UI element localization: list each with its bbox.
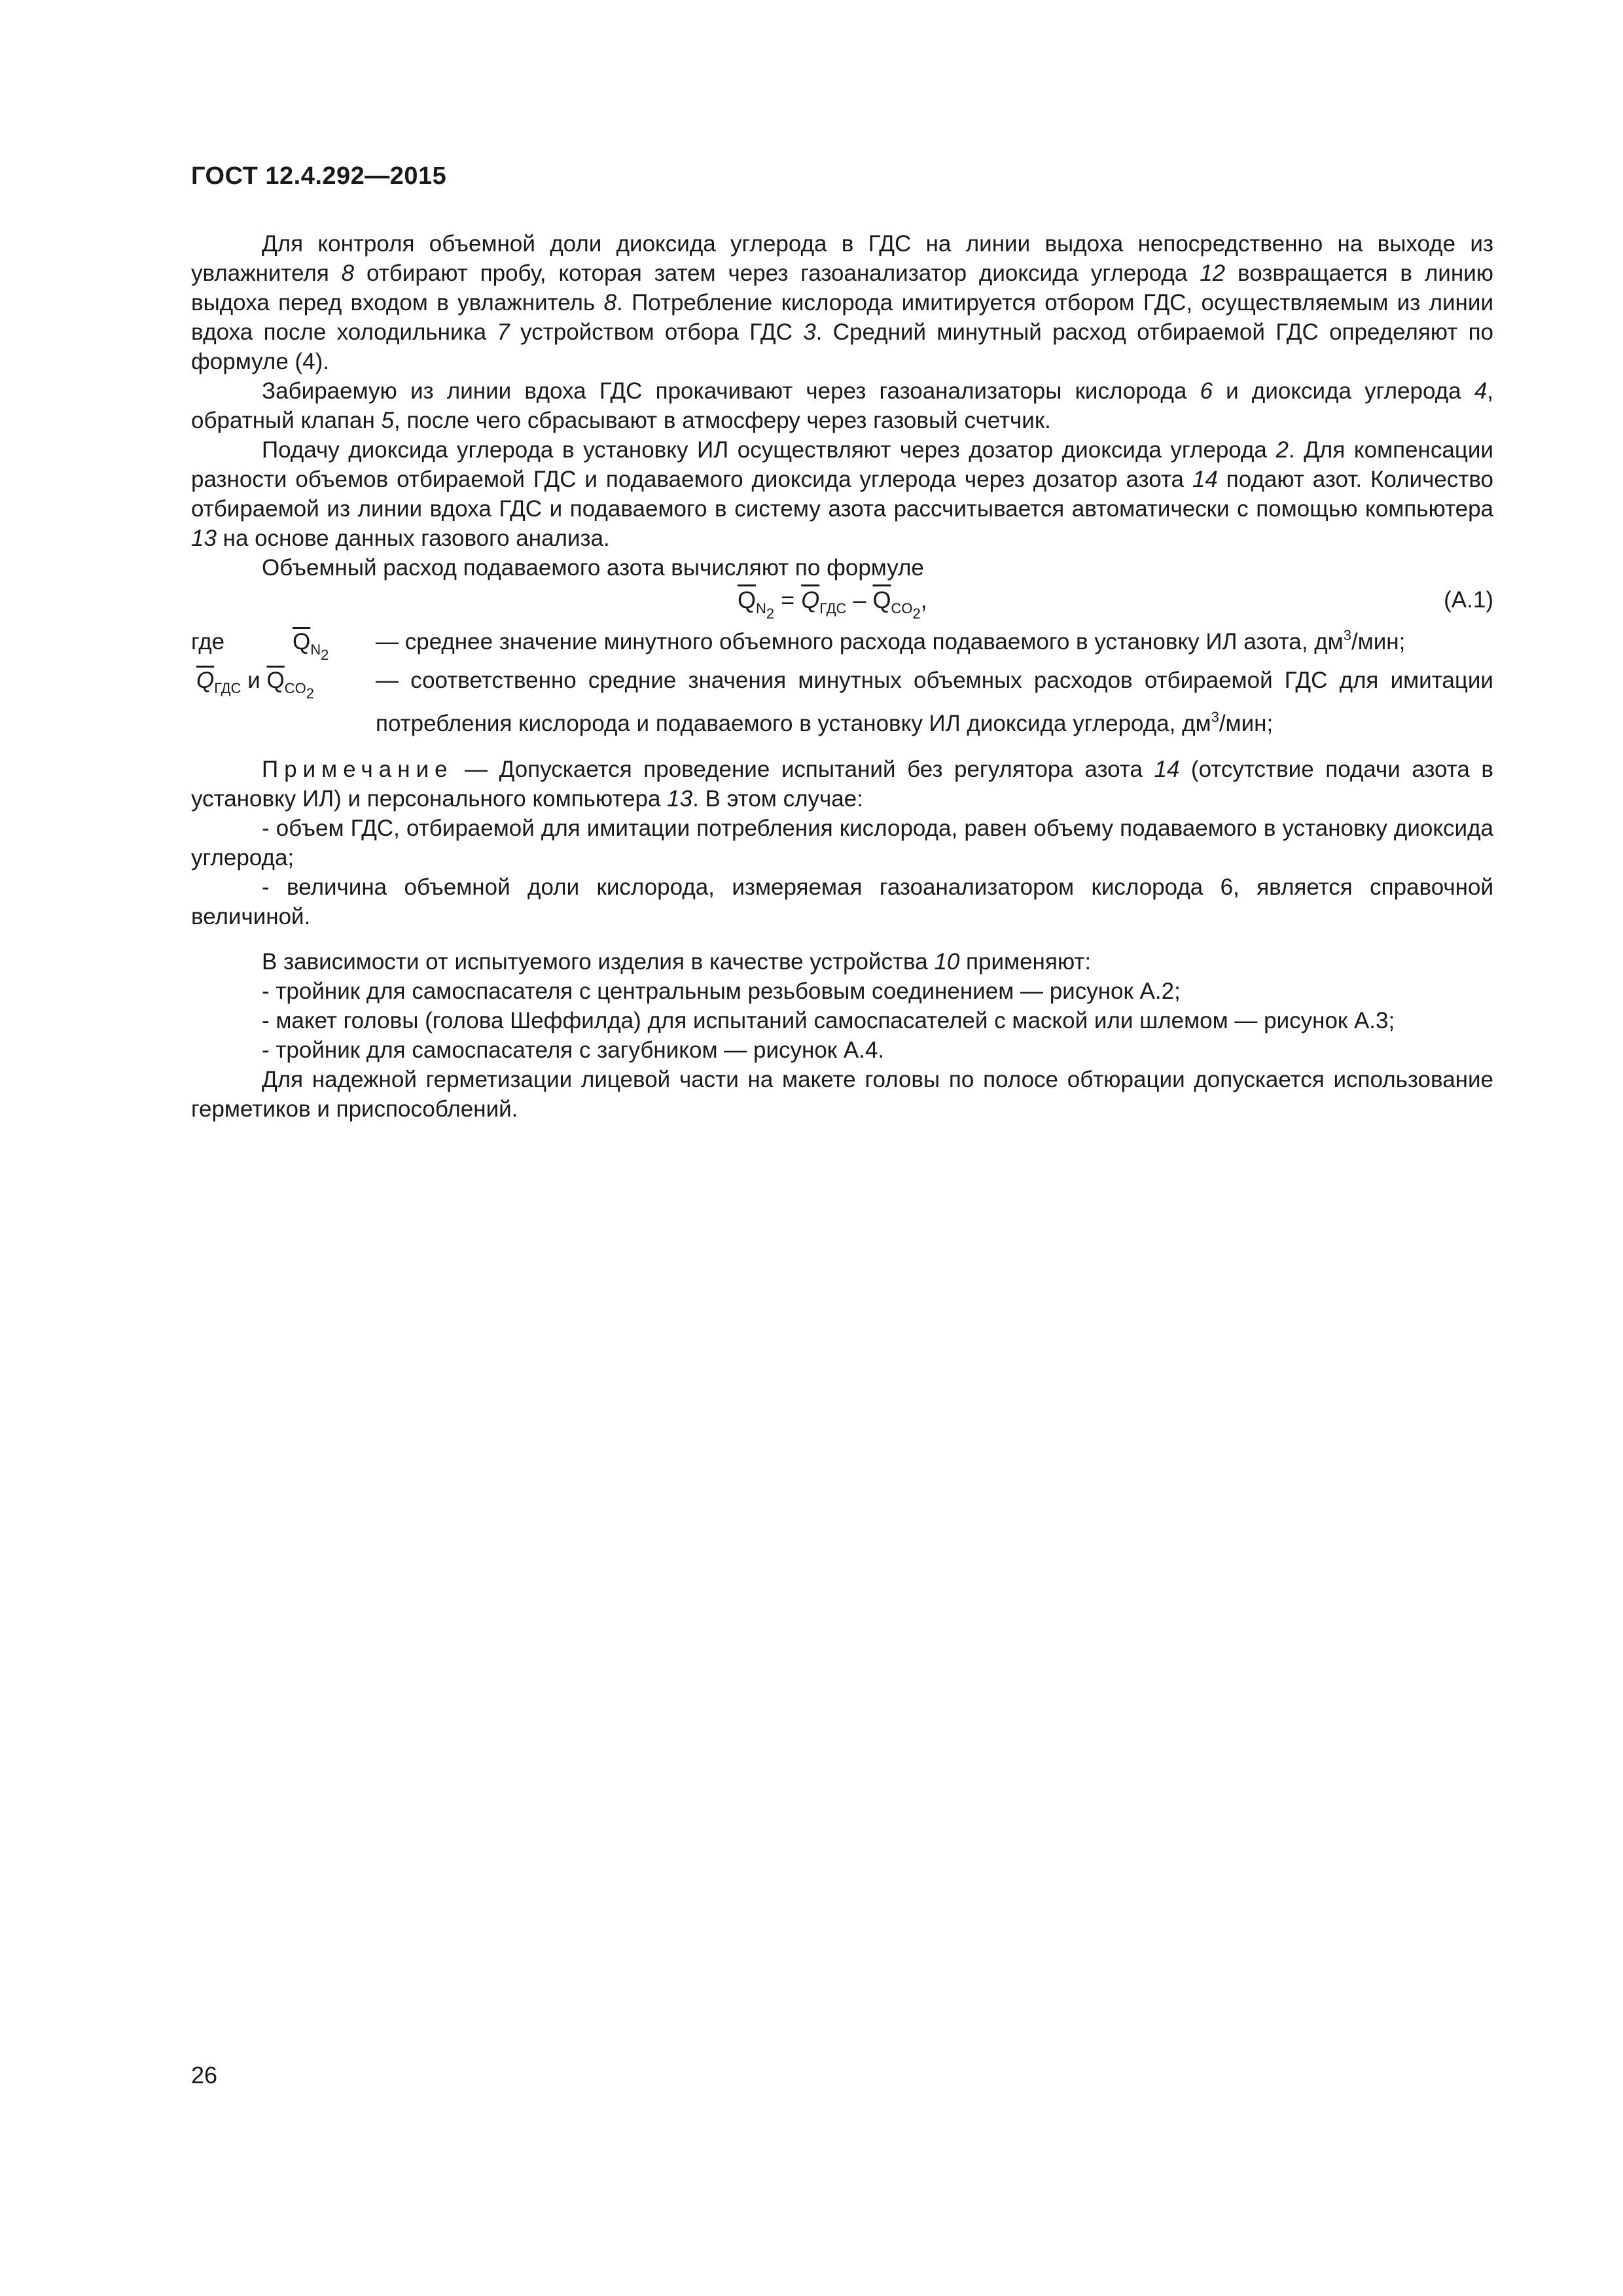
formula-subscript <box>756 600 775 622</box>
devices-intro <box>191 947 1493 977</box>
formula-subscript <box>891 600 921 622</box>
devices-item-3: - тройник для самоспасателя с загубником — рисунок А.4. <box>262 1037 885 1063</box>
formula-a1 <box>191 584 1493 620</box>
paragraph-3-text: 14 <box>1192 467 1218 492</box>
paragraph-2-text: Забираемую из линии вдоха ГДС прокачивают через газоанализаторы кислорода <box>262 378 1200 404</box>
note-text: — Допускается проведение испытаний без регулятора азота <box>453 757 1154 782</box>
definition-text: /мин; <box>1219 711 1274 736</box>
paragraph-2-text: , обратный клапан <box>191 378 1494 433</box>
paragraph-3-text: Подачу диоксида углерода в установку ИЛ осуществляют через дозатор диоксида углерода <box>262 437 1276 463</box>
formula-symbol: $\overline{Q}$ <box>738 586 757 613</box>
paragraph-1-text: возвращается в линию выдоха перед входом в увлажнитель <box>191 260 1493 315</box>
note-text: . В этом случае: <box>692 786 863 812</box>
formula-operator: , <box>920 586 927 613</box>
where-and: и <box>241 668 267 693</box>
paragraph-2-text: 5 <box>381 408 394 433</box>
formula-subscript-2: 2 <box>766 605 775 622</box>
document-header: ГОСТ 12.4.292—2015 <box>191 162 447 190</box>
formula-number: (А.1) <box>1444 587 1493 613</box>
definition-text: /мин; <box>1351 629 1406 655</box>
where-row-1 <box>191 627 1493 663</box>
paragraph-3-text: подают азот. Количество отбираемой из линии вдоха ГДС и подаваемого в систему азота рассчитывается автоматически с помощью компьютера <box>191 467 1493 522</box>
paragraph-3-text: . Для компенсации разности объемов отбираемой ГДС и подаваемого диоксида углерода через дозатор азота <box>191 437 1493 492</box>
paragraph-1-text: 3 <box>803 319 816 345</box>
paragraph-1-text: . Потребление кислорода имитируется отбором ГДС, осуществляемым из линии вдоха после холодильника <box>191 290 1493 345</box>
symbol-q: $\overline{Q}$ <box>293 629 311 655</box>
paragraph-3-text: 2 <box>1275 437 1289 463</box>
symbol-subscript <box>310 641 329 663</box>
formula-subscript-text: N <box>756 600 766 617</box>
symbol-subscript-text: CO <box>284 680 306 696</box>
paragraph-2-text: 4 <box>1474 378 1488 404</box>
note-label: Примечание <box>262 757 454 782</box>
note-text: 13 <box>667 786 693 812</box>
where-row-2 <box>191 666 1493 745</box>
paragraph-1-text: 7 <box>497 319 510 345</box>
formula-expression <box>738 585 927 622</box>
page-content <box>191 229 1493 1124</box>
where-definition-1 <box>376 627 1493 656</box>
note-text: (отсутствие подачи азота в установку ИЛ) и персонального компьютера <box>191 757 1493 812</box>
devices-intro-text: В зависимости от испытуемого изделия в качестве устройства <box>262 949 935 975</box>
formula-subscript-2: 2 <box>912 605 921 622</box>
paragraph-2-text: 6 <box>1200 378 1213 404</box>
where-block <box>191 627 1493 745</box>
paragraph-1-text: . Средний минутный расход отбираемой ГДС определяют по формуле (4). <box>191 319 1494 374</box>
devices-item-1: - тройник для самоспасателя с центральным резьбовым соединением — рисунок А.2; <box>262 978 1181 1004</box>
symbol-subscript-text: N <box>310 641 321 658</box>
spacer <box>191 745 1493 755</box>
formula-subscript-text: CO <box>891 600 913 617</box>
devices-final: Для надежной герметизации лицевой части на макете головы по полосе обтюрации допускается использование герметиков и приспособлений. <box>191 1067 1493 1122</box>
paragraph-2-text: , после чего сбрасывают в атмосферу через газовый счетчик. <box>394 408 1051 433</box>
formula-operator: = <box>774 586 802 613</box>
note <box>191 755 1493 814</box>
paragraph-1 <box>191 229 1493 376</box>
definition-superscript: 3 <box>1343 627 1351 643</box>
definition-text: — среднее значение минутного объемного расхода подаваемого в установку ИЛ азота, дм <box>376 629 1344 655</box>
note-item-1: - объем ГДС, отбираемой для имитации потребления кислорода, равен объему подаваемого в установку диоксида углерода; <box>191 816 1493 870</box>
where-definition-2 <box>376 659 1493 745</box>
definition-superscript: 3 <box>1211 709 1219 725</box>
paragraph-2 <box>191 376 1493 435</box>
symbol-subscript-2: 2 <box>306 685 314 702</box>
paragraph-1-text: Для контроля объемной доли диоксида углерода в ГДС на линии выдоха непосредственно на выходе из увлажнителя <box>191 231 1493 286</box>
paragraph-3-text: на основе данных газового анализа. <box>216 526 610 551</box>
symbol-q: $\overline{Q}$ <box>196 668 215 693</box>
symbol-subscript <box>284 680 314 702</box>
page-number: 26 <box>191 2062 218 2089</box>
devices-item-2: - макет головы (голова Шеффилда) для испытаний самоспасателей с маской или шлемом — рисунок А.3; <box>262 1008 1395 1033</box>
paragraph-1-text: 12 <box>1200 260 1226 286</box>
where-word: где <box>191 629 225 655</box>
where-symbol-1 <box>293 627 329 663</box>
formula-symbol: $\overline{Q}$ <box>801 586 820 613</box>
devices-intro-text: 10 <box>934 949 960 975</box>
definition-text: — соответственно средние значения минутных объемных расходов отбираемой ГДС для имитации потребления кислорода и подаваемого в установку ИЛ диоксида углерода, дм <box>376 668 1493 736</box>
formula-subscript: ГДС <box>819 600 847 617</box>
formula-operator: – <box>846 586 873 613</box>
symbol-subscript: ГДС <box>214 680 241 696</box>
paragraph-1-text: 8 <box>341 260 355 286</box>
paragraph-1-text: 8 <box>603 290 617 315</box>
symbol-q: $\overline{Q}$ <box>266 668 285 693</box>
paragraph-2-text: и диоксида углерода <box>1212 378 1474 404</box>
where-label-1 <box>191 627 376 663</box>
paragraph-4: Объемный расход подаваемого азота вычисляют по формуле <box>262 555 924 581</box>
spacer <box>191 931 1493 947</box>
where-label-2 <box>196 666 376 702</box>
formula-symbol: $\overline{Q}$ <box>872 586 891 613</box>
symbol-subscript-2: 2 <box>321 647 329 663</box>
paragraph-1-text: отбирают пробу, которая затем через газоанализатор диоксида углерода <box>354 260 1200 286</box>
note-text: 14 <box>1154 757 1180 782</box>
note-item-2: - величина объемной доли кислорода, измеряемая газоанализатором кислорода 6, является справочной величиной. <box>191 874 1493 929</box>
paragraph-1-text: устройством отбора ГДС <box>509 319 804 345</box>
paragraph-3 <box>191 435 1493 553</box>
devices-intro-text: применяют: <box>959 949 1092 975</box>
paragraph-3-text: 13 <box>191 526 217 551</box>
